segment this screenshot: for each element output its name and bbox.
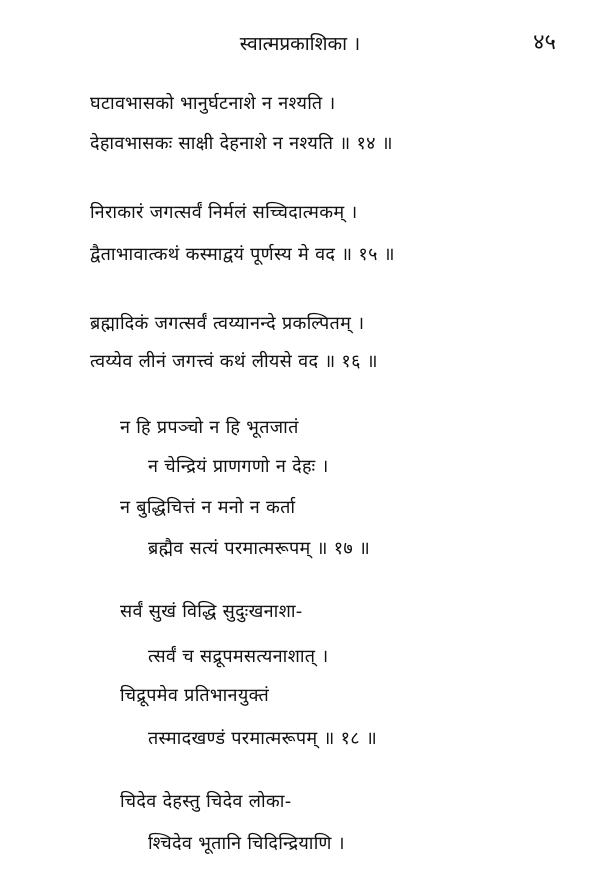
verse-17-line-4: ब्रह्मैव सत्यं परमात्मरूपम् ॥ १७ ॥ [148, 538, 371, 559]
verse-14-line-2: देहावभासकः साक्षी देहनाशे न नश्यति ॥ १४ ॥ [90, 133, 393, 154]
verse-16-line-2: त्वय्येव लीनं जगत्त्वं कथं लीयसे वद ॥ १६ ॥ [90, 351, 378, 372]
verse-18-line-2: त्सर्वं च सद्रूपमसत्यनाशात् । [148, 646, 329, 667]
verse-14-line-1: घटावभासको भानुर्घटनाशे न नश्यति । [90, 93, 336, 114]
verse-17-line-1: न हि प्रपञ्चो न हि भूतजातं [120, 417, 299, 438]
verse-19-line-1: चिदेव देहस्तु चिदेव लोका- [120, 791, 292, 812]
verse-17-line-3: न बुद्धिचित्तं न मनो न कर्ता [120, 497, 296, 518]
verse-18-line-3: चिद्रूपमेव प्रतिभानयुक्तं [120, 685, 270, 706]
verse-16-line-1: ब्रह्मादिकं जगत्सर्वं त्वय्यानन्दे प्रकल्पितम् । [90, 313, 365, 334]
page-number: ४५ [533, 30, 556, 55]
verse-15-line-2: द्वैताभावात्कथं कस्माद्वयं पूर्णस्य मे वद ॥ १५ ॥ [90, 244, 395, 265]
verse-15-line-1: निराकारं जगत्सर्वं निर्मलं सच्चिदात्मकम् । [90, 202, 358, 223]
running-header-title: स्वात्मप्रकाशिका । [239, 33, 361, 55]
verse-18-line-1: सर्वं सुखं विद्धि सुदुःखनाशा- [120, 601, 303, 622]
verse-19-line-2: श्चिदेव भूतानि चिदिन्द्रियाणि । [148, 833, 345, 854]
verse-17-line-2: न चेन्द्रियं प्राणगणो न देहः । [148, 456, 329, 477]
verse-18-line-4: तस्मादखण्डं परमात्मरूपम् ॥ १८ ॥ [148, 728, 378, 749]
